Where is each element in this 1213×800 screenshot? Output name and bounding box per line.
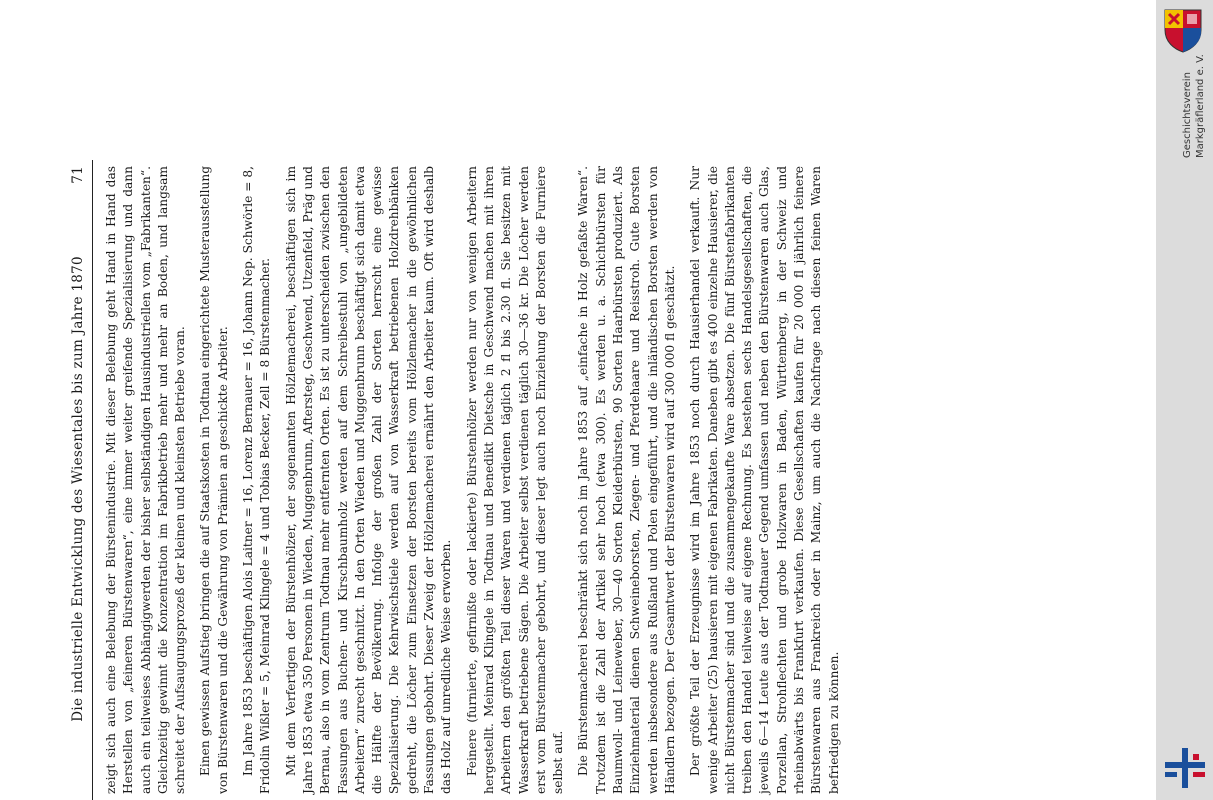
paragraph: Einen gewissen Aufstieg bringen die auf Staatskosten in Todtnau eingerichtete Musterausstellung von Bürstenwaren und die Gewährung von Prämien an geschickte Arbeiter.: [198, 166, 230, 794]
scanned-page: [70, 160, 1145, 800]
paragraph: zeigt sich auch eine Belebung der Bürstenindustrie. Mit dieser Belebung geht Hand in Hand das Herstellen von „feineren Bürstenwaren“, eine immer weiter greifende Spezialisierung und dann auch ein teilweises Abhängigwerden der bisher selbständigen Hausindustriellen vom „Fabrikanten“. Gleichzeitig gewinnt die Konzentration im Fabrikbetrieb mehr und mehr an Boden, und langsam schreitet der Aufsaugungsprozeß der kleinen und kleinsten Betriebe voran.: [104, 166, 188, 794]
page-number: 71: [70, 166, 86, 184]
sidebar-label-line2: Markgräflerland e. V.: [1195, 54, 1206, 158]
sidebar-label-line1: Geschichtsverein: [1182, 72, 1193, 158]
paragraph: Im Jahre 1853 beschäftigen Alois Laitner = 16, Lorenz Bernauer = 16, Johann Nep. Schwörle = 8, Fridolin Wißler = 5, Meinrad Klingele = 4 und Tobias Becker, Zell = 8 Bürstenmacher.: [241, 166, 273, 794]
running-head-title: Die industrielle Entwicklung des Wiesentales bis zum Jahre 1870: [70, 256, 86, 722]
paragraph: Der größte Teil der Erzeugnisse wird im Jahre 1853 noch durch Hausierhandel verkauft. Nur wenige Arbeiter (25) hausieren mit eigenen Fabrikaten. Daneben gibt es 400 einzelne Hausierer, die nicht Bürstenmacher sind und die zusammengekaufte Ware absetzen. Die fünf Bürstenfabrikanten treiben den Handel teilweise auf eigene Rechnung. Es bestehen sechs Handelsgesellschaften, die jeweils 6—14 Leute aus der Todtnauer Gegend umfassen und neben den Bürstenwaren auch Glas, Porzellan, Strohflechten und grobe Holzwaren in Baden, Württemberg, in der Schweiz und rheinabwärts bis Frankfurt verkaufen. Diese Gesellschaften kaufen für 20 000 fl jährlich feinere Bürstenwaren aus Frankreich oder in Mainz, um auch die Nachfrage nach diesen feinen Waren befriedigen zu können.: [688, 166, 841, 794]
ub-logo-icon[interactable]: [1165, 748, 1205, 788]
paragraph: Die Bürstenmacherei beschränkt sich noch im Jahre 1853 auf „einfache in Holz gefaßte Waren“. Trotzdem ist die Zahl der Artikel sehr hoch (etwa 300). Es werden u. a. Schichtbürsten für Baumwoll- und Leineweber, 30—40 Sorten Kleiderbürsten, 90 Sorten Haarbürsten produziert. Als Einziehmaterial dienen Schweineborsten, Ziegen- und Pferdehaare und Reisstroh. Gute Borsten werden insbesondere aus Rußland und Polen eingeführt, und die inländischen Borsten werden von Händlern bezogen. Der Gesamtwert der Bürstenwaren wird auf 300 000 fl geschätzt.: [576, 166, 677, 794]
paragraph: Feinere (furnierte, gefirnißte oder lackierte) Bürstenhölzer werden nur von wenigen Arbeitern hergestellt. Meinrad Klingele in Todtnau und Benedikt Dietsche in Geschwend machen mit ihren Arbeitern den größten Teil dieser Waren und verdienen täglich 2 fl bis 2.30 fl. Sie besitzen mit Wasserkraft betriebene Sägen. Die Arbeiter selbst verdienen täglich 30—36 kr. Die Löcher werden erst vom Bürstenmacher gebohrt, und dieser legt auch noch Einziehung der Borsten die Furniere selbst auf.: [464, 166, 566, 794]
crest-icon: [1159, 6, 1207, 54]
paragraph: Mit dem Verfertigen der Bürstenhölzer, der sogenannten Hölzlemacherei, beschäftigen sich im Jahre 1853 etwa 350 Personen in Wieden, Muggenbrunn, Aftersteg, Geschwend, Utzenfeld, Präg und Bernau, also in vom Zentrum Todtnau mehr entfernten Orten. Es ist zu unterscheiden zwischen den Fassungen aus Buchen- und Kirschbaumholz werden auf dem Schreibestuhl von „ungebildeten Arbeitern“ zurecht geschnitzt. In den Orten Wieden und Muggenbrunn beschäftigt sich damit etwa die Hälfte der Bevölkerung. Infolge der großen Zahl der Sorten herrscht eine gewisse Spezialisierung. Die Kehrwischstiele werden auf von Wasserkraft betriebenen Holzdrehbänken gedreht, die Löcher zum Einsetzen der Borsten bereits vom Hölzlemacher in die gewöhnlichen Fassungen gebohrt. Dieser Zweig der Hölzlemacherei ernährt den Arbeiter kaum. Oft wird deshalb das Holz auf unredliche Weise erworben.: [283, 166, 454, 794]
running-head: [70, 160, 93, 800]
